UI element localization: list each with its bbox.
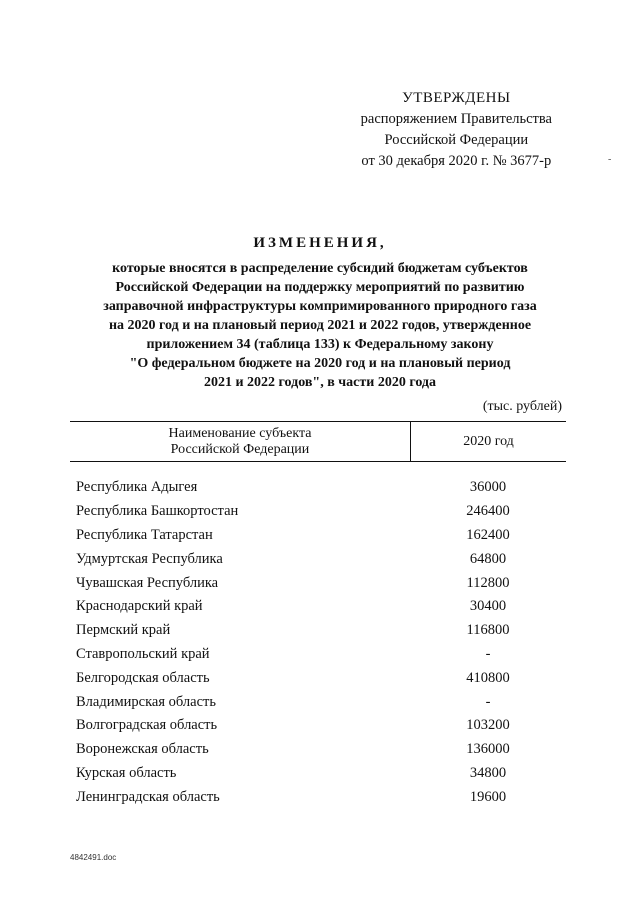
table-row bbox=[70, 690, 566, 714]
subsidy-value: 36000 bbox=[469, 479, 507, 496]
subsidy-value: 136000 bbox=[466, 741, 510, 758]
region-name: Ставропольский край bbox=[76, 645, 210, 662]
table-row bbox=[70, 571, 566, 595]
region-name: Чувашская Республика bbox=[76, 574, 219, 591]
region-name: Ленинградская область bbox=[76, 788, 220, 805]
subsidy-value: 34800 bbox=[469, 764, 507, 781]
table-row bbox=[70, 500, 566, 524]
subsidy-value: 410800 bbox=[466, 669, 510, 686]
table-row bbox=[70, 762, 566, 786]
subtitle-line: "О федеральном бюджете на 2020 год и на плановый период bbox=[129, 356, 511, 371]
region-name: Волгоградская область bbox=[76, 717, 218, 734]
table-row bbox=[70, 619, 566, 643]
table-header bbox=[70, 421, 566, 462]
region-name: Воронежская область bbox=[76, 741, 209, 758]
region-name: Республика Адыгея bbox=[76, 479, 198, 496]
subtitle-line: на 2020 год и на плановый период 2021 и 2022 годов, утвержденное bbox=[108, 318, 532, 333]
region-name: Республика Башкортостан bbox=[76, 503, 239, 520]
table-row bbox=[70, 643, 566, 667]
subsidy-value: 103200 bbox=[466, 717, 510, 734]
subsidy-value: - bbox=[485, 693, 491, 710]
subtitle-line: 2021 и 2022 годов", в части 2020 года bbox=[203, 375, 437, 390]
subsidy-value: 19600 bbox=[469, 788, 507, 805]
region-name: Курская область bbox=[76, 764, 177, 781]
region-name: Республика Татарстан bbox=[76, 526, 213, 543]
region-name: Владимирская область bbox=[76, 693, 216, 710]
table-row bbox=[70, 714, 566, 738]
subsidy-value: 162400 bbox=[466, 526, 510, 543]
region-name: Удмуртская Республика bbox=[76, 550, 223, 567]
approval-line-2: Российской Федерации bbox=[384, 132, 529, 148]
table-row bbox=[70, 738, 566, 762]
subsidy-table bbox=[70, 421, 566, 809]
file-name-footer: 4842491.doc bbox=[70, 853, 117, 862]
table-row bbox=[70, 785, 566, 809]
document-title: ИЗМЕНЕНИЯ, bbox=[253, 235, 387, 251]
subtitle-line: Российской Федерации на поддержку мероприятий по развитию bbox=[115, 280, 525, 295]
approval-line-1: распоряжением Правительства bbox=[360, 111, 552, 127]
region-name: Краснодарский край bbox=[76, 598, 203, 615]
table-row bbox=[70, 524, 566, 548]
table-row bbox=[70, 666, 566, 690]
subtitle-line: приложением 34 (таблица 133) к Федеральному закону bbox=[146, 337, 494, 352]
subsidy-value: 116800 bbox=[466, 622, 510, 639]
table-row bbox=[70, 547, 566, 571]
approval-heading: УТВЕРЖДЕНЫ bbox=[402, 90, 511, 106]
subsidy-value: - bbox=[485, 645, 491, 662]
header-subject-line-2: Российской Федерации bbox=[170, 441, 310, 457]
header-subject bbox=[70, 422, 411, 461]
side-mark: - bbox=[608, 154, 612, 165]
table-row bbox=[70, 476, 566, 500]
region-name: Белгородская область bbox=[76, 669, 210, 686]
subsidy-value: 246400 bbox=[466, 503, 510, 520]
table-body bbox=[70, 476, 566, 809]
subsidy-value: 112800 bbox=[466, 574, 510, 591]
approval-line-3: от 30 декабря 2020 г. № 3677-р bbox=[361, 153, 552, 169]
subsidy-value: 64800 bbox=[469, 550, 507, 567]
subtitle-line: заправочной инфраструктуры компримированного природного газа bbox=[103, 299, 537, 314]
units-label: (тыс. рублей) bbox=[482, 399, 562, 414]
region-name: Пермский край bbox=[76, 622, 171, 639]
subtitle-line: которые вносятся в распределение субсидий бюджетам субъектов bbox=[112, 261, 528, 276]
header-year: 2020 год bbox=[463, 433, 514, 449]
document-subtitle bbox=[70, 259, 570, 392]
header-subject-line-1: Наименование субъекта bbox=[168, 425, 312, 441]
table-row bbox=[70, 595, 566, 619]
subsidy-value: 30400 bbox=[469, 598, 507, 615]
approval-block bbox=[361, 88, 552, 172]
